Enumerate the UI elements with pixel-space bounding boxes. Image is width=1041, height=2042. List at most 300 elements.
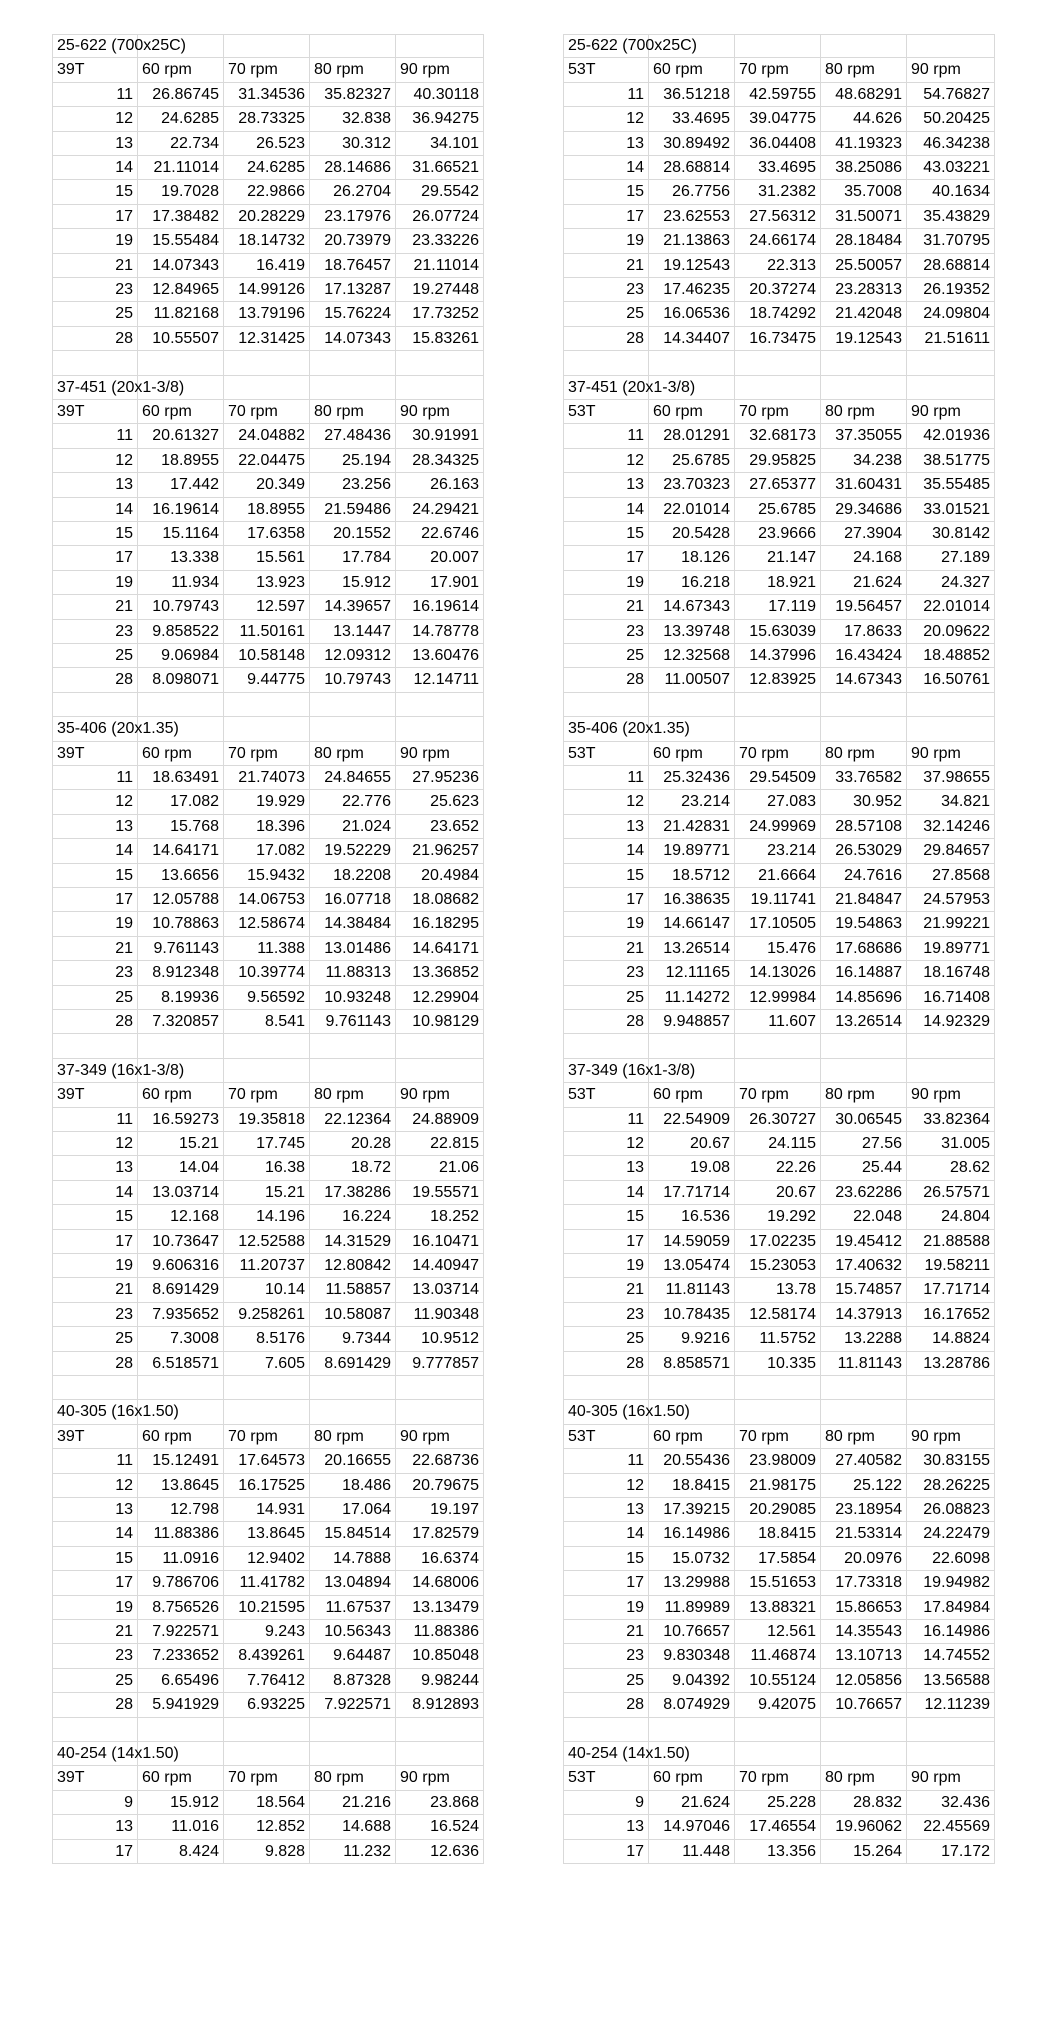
cog-teeth-cell[interactable]: 23 [52,278,138,302]
rpm-header[interactable]: 70 rpm [224,1083,310,1107]
speed-cell[interactable]: 42.01936 [907,424,995,448]
rpm-header[interactable]: 60 rpm [649,58,735,82]
empty-cell[interactable] [907,1034,995,1058]
speed-cell[interactable]: 22.12364 [310,1108,396,1132]
speed-cell[interactable]: 25.44 [821,1156,907,1180]
empty-cell[interactable] [52,693,138,717]
speed-cell[interactable]: 39.04775 [735,107,821,131]
cog-teeth-cell[interactable]: 13 [52,132,138,156]
cog-teeth-cell[interactable]: 11 [52,424,138,448]
cog-teeth-cell[interactable]: 11 [563,766,649,790]
speed-cell[interactable]: 23.214 [649,790,735,814]
speed-cell[interactable]: 26.7756 [649,180,735,204]
speed-cell[interactable]: 31.2382 [735,180,821,204]
speed-cell[interactable]: 25.623 [396,790,484,814]
speed-cell[interactable]: 17.71714 [907,1278,995,1302]
empty-cell[interactable] [907,351,995,375]
cog-teeth-cell[interactable]: 11 [52,1108,138,1132]
speed-cell[interactable]: 12.05856 [821,1669,907,1693]
speed-cell[interactable]: 8.439261 [224,1644,310,1668]
cog-teeth-cell[interactable]: 12 [52,107,138,131]
speed-cell[interactable]: 11.88313 [310,961,396,985]
speed-cell[interactable]: 21.99221 [907,912,995,936]
speed-cell[interactable]: 24.66174 [735,229,821,253]
speed-cell[interactable]: 34.101 [396,132,484,156]
rpm-header[interactable]: 60 rpm [138,400,224,424]
empty-cell[interactable] [310,376,396,400]
speed-cell[interactable]: 27.95236 [396,766,484,790]
rpm-header[interactable]: 70 rpm [735,1083,821,1107]
cog-teeth-cell[interactable]: 12 [563,449,649,473]
speed-cell[interactable]: 21.74073 [224,766,310,790]
speed-cell[interactable]: 40.30118 [396,83,484,107]
speed-cell[interactable]: 15.84514 [310,1522,396,1546]
empty-cell[interactable] [396,717,484,741]
tire-size-title[interactable]: 35-406 (20x1.35) [52,717,138,741]
speed-cell[interactable]: 15.1164 [138,522,224,546]
cog-teeth-cell[interactable]: 23 [52,961,138,985]
rpm-header[interactable]: 70 rpm [735,400,821,424]
empty-cell[interactable] [563,693,649,717]
cog-teeth-cell[interactable]: 25 [52,986,138,1010]
speed-cell[interactable]: 13.26514 [821,1010,907,1034]
speed-cell[interactable]: 24.84655 [310,766,396,790]
cog-teeth-cell[interactable]: 13 [563,1498,649,1522]
speed-cell[interactable]: 14.07343 [138,254,224,278]
speed-cell[interactable]: 33.4695 [735,156,821,180]
speed-cell[interactable]: 10.98129 [396,1010,484,1034]
speed-cell[interactable]: 19.12543 [821,327,907,351]
cog-teeth-cell[interactable]: 28 [52,1693,138,1717]
empty-cell[interactable] [224,376,310,400]
speed-cell[interactable]: 18.921 [735,571,821,595]
speed-cell[interactable]: 9.64487 [310,1644,396,1668]
speed-cell[interactable]: 23.9666 [735,522,821,546]
cog-teeth-cell[interactable]: 19 [563,1254,649,1278]
speed-cell[interactable]: 24.09804 [907,302,995,326]
speed-cell[interactable]: 17.73318 [821,1571,907,1595]
speed-cell[interactable]: 33.82364 [907,1108,995,1132]
speed-cell[interactable]: 13.923 [224,571,310,595]
speed-cell[interactable]: 21.42048 [821,302,907,326]
speed-cell[interactable]: 26.19352 [907,278,995,302]
speed-cell[interactable]: 31.34536 [224,83,310,107]
speed-cell[interactable]: 23.33226 [396,229,484,253]
speed-cell[interactable]: 22.26 [735,1156,821,1180]
speed-cell[interactable]: 38.25086 [821,156,907,180]
speed-cell[interactable]: 14.37913 [821,1303,907,1327]
speed-cell[interactable]: 42.59755 [735,83,821,107]
speed-cell[interactable]: 14.07343 [310,327,396,351]
rpm-header[interactable]: 80 rpm [821,1425,907,1449]
speed-cell[interactable]: 14.66147 [649,912,735,936]
speed-cell[interactable]: 24.88909 [396,1108,484,1132]
speed-cell[interactable]: 27.65377 [735,473,821,497]
empty-cell[interactable] [821,1742,907,1766]
speed-cell[interactable]: 16.17652 [907,1303,995,1327]
speed-cell[interactable]: 14.196 [224,1205,310,1229]
empty-cell[interactable] [396,693,484,717]
empty-cell[interactable] [821,376,907,400]
speed-cell[interactable]: 21.216 [310,1791,396,1815]
speed-cell[interactable]: 18.396 [224,815,310,839]
rpm-header[interactable]: 80 rpm [310,1083,396,1107]
cog-teeth-cell[interactable]: 12 [563,1474,649,1498]
speed-cell[interactable]: 25.6785 [735,498,821,522]
speed-cell[interactable]: 11.82168 [138,302,224,326]
speed-cell[interactable]: 12.852 [224,1815,310,1839]
speed-cell[interactable]: 12.84965 [138,278,224,302]
speed-cell[interactable]: 13.60476 [396,644,484,668]
speed-cell[interactable]: 14.64171 [138,839,224,863]
speed-cell[interactable]: 18.72 [310,1156,396,1180]
empty-cell[interactable] [821,693,907,717]
speed-cell[interactable]: 30.06545 [821,1108,907,1132]
speed-cell[interactable]: 10.14 [224,1278,310,1302]
speed-cell[interactable]: 17.13287 [310,278,396,302]
cog-teeth-cell[interactable]: 11 [52,83,138,107]
speed-cell[interactable]: 13.338 [138,546,224,570]
speed-cell[interactable]: 20.007 [396,546,484,570]
empty-cell[interactable] [649,1376,735,1400]
cog-teeth-cell[interactable]: 21 [52,937,138,961]
cog-teeth-cell[interactable]: 11 [52,1449,138,1473]
speed-cell[interactable]: 27.40582 [821,1449,907,1473]
empty-cell[interactable] [396,1400,484,1424]
speed-cell[interactable]: 19.58211 [907,1254,995,1278]
speed-cell[interactable]: 17.10505 [735,912,821,936]
cog-teeth-cell[interactable]: 15 [52,864,138,888]
cog-teeth-cell[interactable]: 28 [52,1352,138,1376]
speed-cell[interactable]: 19.94982 [907,1571,995,1595]
speed-cell[interactable]: 14.06753 [224,888,310,912]
cog-teeth-cell[interactable]: 25 [563,1327,649,1351]
speed-cell[interactable]: 17.38482 [138,205,224,229]
speed-cell[interactable]: 36.04408 [735,132,821,156]
speed-cell[interactable]: 18.8415 [735,1522,821,1546]
cog-teeth-cell[interactable]: 23 [563,1303,649,1327]
speed-cell[interactable]: 21.88588 [907,1230,995,1254]
speed-cell[interactable]: 22.6098 [907,1547,995,1571]
speed-cell[interactable]: 19.929 [224,790,310,814]
cog-teeth-cell[interactable]: 14 [563,839,649,863]
cog-teeth-cell[interactable]: 12 [563,1132,649,1156]
rpm-header[interactable]: 90 rpm [907,1083,995,1107]
empty-cell[interactable] [907,34,995,58]
speed-cell[interactable]: 10.9512 [396,1327,484,1351]
speed-cell[interactable]: 10.78863 [138,912,224,936]
speed-cell[interactable]: 14.40947 [396,1254,484,1278]
cog-teeth-cell[interactable]: 13 [563,132,649,156]
speed-cell[interactable]: 20.0976 [821,1547,907,1571]
cog-teeth-cell[interactable]: 15 [52,180,138,204]
speed-cell[interactable]: 17.901 [396,571,484,595]
speed-cell[interactable]: 21.6664 [735,864,821,888]
speed-cell[interactable]: 9.243 [224,1620,310,1644]
empty-cell[interactable] [821,1376,907,1400]
speed-cell[interactable]: 16.218 [649,571,735,595]
empty-cell[interactable] [563,1718,649,1742]
speed-cell[interactable]: 22.048 [821,1205,907,1229]
speed-cell[interactable]: 11.20737 [224,1254,310,1278]
speed-cell[interactable]: 30.952 [821,790,907,814]
empty-cell[interactable] [310,351,396,375]
speed-cell[interactable]: 8.912893 [396,1693,484,1717]
speed-cell[interactable]: 15.912 [138,1791,224,1815]
speed-cell[interactable]: 28.68814 [649,156,735,180]
speed-cell[interactable]: 12.561 [735,1620,821,1644]
speed-cell[interactable]: 8.074929 [649,1693,735,1717]
empty-cell[interactable] [52,351,138,375]
empty-cell[interactable] [138,1034,224,1058]
chainring-header[interactable]: 53T [563,742,649,766]
speed-cell[interactable]: 12.58174 [735,1303,821,1327]
rpm-header[interactable]: 60 rpm [138,1083,224,1107]
empty-cell[interactable] [821,717,907,741]
cog-teeth-cell[interactable]: 14 [563,1522,649,1546]
speed-cell[interactable]: 21.96257 [396,839,484,863]
speed-cell[interactable]: 26.163 [396,473,484,497]
speed-cell[interactable]: 9.786706 [138,1571,224,1595]
empty-cell[interactable] [735,1742,821,1766]
speed-cell[interactable]: 18.63491 [138,766,224,790]
empty-cell[interactable] [396,1034,484,1058]
speed-cell[interactable]: 17.082 [224,839,310,863]
empty-cell[interactable] [224,1742,310,1766]
speed-cell[interactable]: 7.922571 [310,1693,396,1717]
speed-cell[interactable]: 23.62553 [649,205,735,229]
speed-cell[interactable]: 13.88321 [735,1596,821,1620]
empty-cell[interactable] [310,717,396,741]
speed-cell[interactable]: 17.064 [310,1498,396,1522]
speed-cell[interactable]: 15.12491 [138,1449,224,1473]
speed-cell[interactable]: 15.83261 [396,327,484,351]
rpm-header[interactable]: 90 rpm [907,400,995,424]
speed-cell[interactable]: 9.761143 [310,1010,396,1034]
cog-teeth-cell[interactable]: 17 [52,888,138,912]
cog-teeth-cell[interactable]: 19 [563,229,649,253]
chainring-header[interactable]: 39T [52,1083,138,1107]
speed-cell[interactable]: 25.194 [310,449,396,473]
speed-cell[interactable]: 19.45412 [821,1230,907,1254]
speed-cell[interactable]: 21.06 [396,1156,484,1180]
tire-size-title[interactable]: 25-622 (700x25C) [52,34,138,58]
empty-cell[interactable] [310,1059,396,1083]
speed-cell[interactable]: 23.98009 [735,1449,821,1473]
speed-cell[interactable]: 14.68006 [396,1571,484,1595]
speed-cell[interactable]: 15.51653 [735,1571,821,1595]
empty-cell[interactable] [310,1034,396,1058]
speed-cell[interactable]: 15.63039 [735,620,821,644]
cog-teeth-cell[interactable]: 25 [52,644,138,668]
speed-cell[interactable]: 11.46874 [735,1644,821,1668]
empty-cell[interactable] [821,1034,907,1058]
speed-cell[interactable]: 23.62286 [821,1181,907,1205]
speed-cell[interactable]: 14.67343 [649,595,735,619]
empty-cell[interactable] [735,351,821,375]
speed-cell[interactable]: 13.78 [735,1278,821,1302]
rpm-header[interactable]: 80 rpm [821,400,907,424]
speed-cell[interactable]: 14.04 [138,1156,224,1180]
speed-cell[interactable]: 8.912348 [138,961,224,985]
speed-cell[interactable]: 14.8824 [907,1327,995,1351]
speed-cell[interactable]: 16.06536 [649,302,735,326]
cog-teeth-cell[interactable]: 14 [52,156,138,180]
cog-teeth-cell[interactable]: 12 [563,107,649,131]
speed-cell[interactable]: 14.688 [310,1815,396,1839]
empty-cell[interactable] [735,1400,821,1424]
tire-size-title[interactable]: 37-349 (16x1-3/8) [563,1059,649,1083]
speed-cell[interactable]: 12.83925 [735,668,821,692]
speed-cell[interactable]: 12.9402 [224,1547,310,1571]
speed-cell[interactable]: 23.256 [310,473,396,497]
empty-cell[interactable] [907,693,995,717]
speed-cell[interactable]: 20.29085 [735,1498,821,1522]
rpm-header[interactable]: 80 rpm [310,742,396,766]
speed-cell[interactable]: 7.3008 [138,1327,224,1351]
speed-cell[interactable]: 15.476 [735,937,821,961]
rpm-header[interactable]: 90 rpm [396,1766,484,1790]
empty-cell[interactable] [396,1059,484,1083]
empty-cell[interactable] [310,1742,396,1766]
speed-cell[interactable]: 15.561 [224,546,310,570]
cog-teeth-cell[interactable]: 25 [563,986,649,1010]
cog-teeth-cell[interactable]: 17 [52,1571,138,1595]
chainring-header[interactable]: 39T [52,400,138,424]
speed-cell[interactable]: 12.09312 [310,644,396,668]
cog-teeth-cell[interactable]: 17 [563,1840,649,1864]
empty-cell[interactable] [138,693,224,717]
speed-cell[interactable]: 16.50761 [907,668,995,692]
speed-cell[interactable]: 26.86745 [138,83,224,107]
empty-cell[interactable] [396,1376,484,1400]
speed-cell[interactable]: 28.14686 [310,156,396,180]
speed-cell[interactable]: 14.78778 [396,620,484,644]
speed-cell[interactable]: 21.59486 [310,498,396,522]
speed-cell[interactable]: 20.79675 [396,1474,484,1498]
empty-cell[interactable] [396,34,484,58]
speed-cell[interactable]: 20.73979 [310,229,396,253]
speed-cell[interactable]: 11.81143 [649,1278,735,1302]
empty-cell[interactable] [907,1059,995,1083]
speed-cell[interactable]: 15.86653 [821,1596,907,1620]
tire-size-title[interactable]: 37-451 (20x1-3/8) [52,376,138,400]
speed-cell[interactable]: 14.97046 [649,1815,735,1839]
cog-teeth-cell[interactable]: 19 [563,571,649,595]
cog-teeth-cell[interactable]: 15 [563,864,649,888]
speed-cell[interactable]: 8.691429 [138,1278,224,1302]
empty-cell[interactable] [907,1718,995,1742]
speed-cell[interactable]: 22.04475 [224,449,310,473]
speed-cell[interactable]: 11.88386 [138,1522,224,1546]
cog-teeth-cell[interactable]: 28 [563,1010,649,1034]
speed-cell[interactable]: 11.67537 [310,1596,396,1620]
speed-cell[interactable]: 19.12543 [649,254,735,278]
speed-cell[interactable]: 17.6358 [224,522,310,546]
cog-teeth-cell[interactable]: 11 [563,83,649,107]
cog-teeth-cell[interactable]: 17 [563,888,649,912]
speed-cell[interactable]: 28.26225 [907,1474,995,1498]
cog-teeth-cell[interactable]: 11 [52,766,138,790]
speed-cell[interactable]: 24.804 [907,1205,995,1229]
speed-cell[interactable]: 22.313 [735,254,821,278]
speed-cell[interactable]: 12.14711 [396,668,484,692]
chainring-header[interactable]: 53T [563,400,649,424]
speed-cell[interactable]: 13.04894 [310,1571,396,1595]
speed-cell[interactable]: 14.37996 [735,644,821,668]
speed-cell[interactable]: 9.828 [224,1840,310,1864]
speed-cell[interactable]: 35.55485 [907,473,995,497]
cog-teeth-cell[interactable]: 21 [52,1278,138,1302]
cog-teeth-cell[interactable]: 21 [563,595,649,619]
speed-cell[interactable]: 11.016 [138,1815,224,1839]
speed-cell[interactable]: 9.42075 [735,1693,821,1717]
speed-cell[interactable]: 14.39657 [310,595,396,619]
rpm-header[interactable]: 80 rpm [821,58,907,82]
empty-cell[interactable] [907,717,995,741]
empty-cell[interactable] [224,1718,310,1742]
speed-cell[interactable]: 9.606316 [138,1254,224,1278]
speed-cell[interactable]: 37.98655 [907,766,995,790]
speed-cell[interactable]: 15.21 [138,1132,224,1156]
speed-cell[interactable]: 11.934 [138,571,224,595]
empty-cell[interactable] [735,1376,821,1400]
chainring-header[interactable]: 53T [563,1425,649,1449]
speed-cell[interactable]: 22.01014 [649,498,735,522]
empty-cell[interactable] [224,1400,310,1424]
empty-cell[interactable] [396,1718,484,1742]
speed-cell[interactable]: 27.56 [821,1132,907,1156]
speed-cell[interactable]: 10.79743 [138,595,224,619]
speed-cell[interactable]: 35.82327 [310,83,396,107]
cog-teeth-cell[interactable]: 21 [52,1620,138,1644]
cog-teeth-cell[interactable]: 14 [52,839,138,863]
rpm-header[interactable]: 70 rpm [735,1766,821,1790]
speed-cell[interactable]: 19.89771 [649,839,735,863]
speed-cell[interactable]: 16.14887 [821,961,907,985]
rpm-header[interactable]: 90 rpm [396,400,484,424]
empty-cell[interactable] [735,1034,821,1058]
speed-cell[interactable]: 21.51611 [907,327,995,351]
speed-cell[interactable]: 33.76582 [821,766,907,790]
cog-teeth-cell[interactable]: 28 [52,668,138,692]
speed-cell[interactable]: 29.84657 [907,839,995,863]
cog-teeth-cell[interactable]: 9 [52,1791,138,1815]
speed-cell[interactable]: 31.005 [907,1132,995,1156]
speed-cell[interactable]: 27.56312 [735,205,821,229]
speed-cell[interactable]: 15.21 [224,1181,310,1205]
speed-cell[interactable]: 32.436 [907,1791,995,1815]
speed-cell[interactable]: 15.768 [138,815,224,839]
speed-cell[interactable]: 27.48436 [310,424,396,448]
speed-cell[interactable]: 44.626 [821,107,907,131]
speed-cell[interactable]: 24.04882 [224,424,310,448]
speed-cell[interactable]: 18.14732 [224,229,310,253]
speed-cell[interactable]: 28.34325 [396,449,484,473]
speed-cell[interactable]: 30.312 [310,132,396,156]
speed-cell[interactable]: 30.83155 [907,1449,995,1473]
speed-cell[interactable]: 8.691429 [310,1352,396,1376]
rpm-header[interactable]: 60 rpm [649,400,735,424]
speed-cell[interactable]: 11.50161 [224,620,310,644]
speed-cell[interactable]: 10.55124 [735,1669,821,1693]
speed-cell[interactable]: 30.8142 [907,522,995,546]
speed-cell[interactable]: 21.024 [310,815,396,839]
tire-size-title[interactable]: 25-622 (700x25C) [563,34,649,58]
speed-cell[interactable]: 8.5176 [224,1327,310,1351]
speed-cell[interactable]: 6.93225 [224,1693,310,1717]
cog-teeth-cell[interactable]: 21 [563,1620,649,1644]
